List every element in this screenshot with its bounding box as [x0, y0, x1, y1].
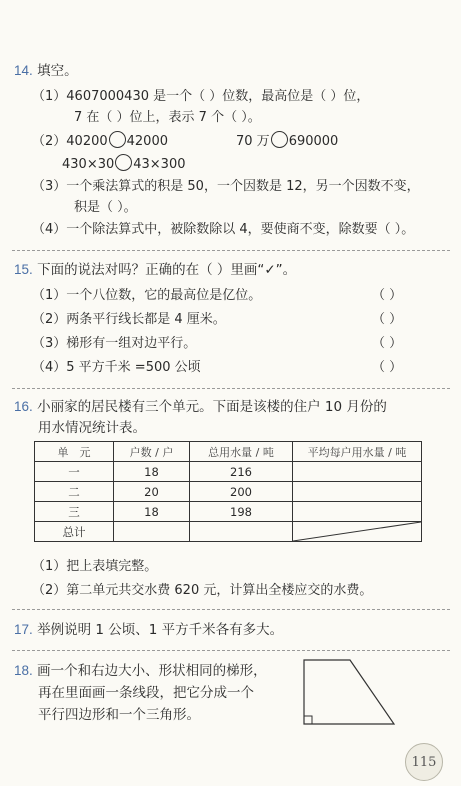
question-text-line2: 再在里面画一条线段，把它分成一个 — [38, 685, 254, 701]
compare-left: 430×30 — [62, 157, 115, 172]
q14-part2-label: （2） — [32, 134, 67, 149]
question-14-header — [14, 62, 78, 80]
table-cell-input[interactable] — [114, 522, 190, 542]
table-cell-input[interactable] — [190, 522, 293, 542]
q14-part4: （4）一个除法算式中，被除数除以 4，要使商不变，除数要（ ）。 — [32, 222, 415, 237]
table-cell-input[interactable] — [293, 482, 422, 502]
question-title-cont: 用水情况统计表。 — [38, 420, 146, 436]
table-header: 单 元 — [35, 442, 114, 462]
table-cell: 三 — [35, 502, 114, 522]
table-cell-input[interactable] — [293, 462, 422, 482]
answer-bracket[interactable]: （ ） — [372, 360, 403, 375]
question-17-header — [14, 621, 283, 639]
compare-left: 40200 — [66, 134, 108, 149]
table-row — [35, 482, 422, 502]
question-18-header — [14, 662, 267, 680]
answer-bracket[interactable]: （ ） — [372, 336, 403, 351]
q14-part3-line1: （3）一个乘法算式的积是 50，一个因数是 12，另一个因数不变， — [32, 179, 420, 194]
table-cell-input[interactable] — [293, 502, 422, 522]
q14-part3-line2: 积是（ ）。 — [74, 200, 137, 215]
table-header: 平均每户用水量 / 吨 — [293, 442, 422, 462]
q16-sub1: （1）把上表填完整。 — [32, 559, 158, 574]
table-cell: 18 — [114, 462, 190, 482]
question-text: 画一个和右边大小、形状相同的梯形， — [37, 663, 267, 679]
compare-right: 690000 — [288, 134, 339, 149]
q14-part2-row2 — [62, 154, 186, 174]
diagonal-line — [293, 522, 421, 541]
question-number: 17. — [14, 622, 33, 637]
answer-bracket[interactable]: （ ） — [372, 312, 403, 327]
divider — [12, 609, 450, 610]
question-text-line3: 平行四边形和一个三角形。 — [38, 707, 200, 723]
table-cell-diagonal — [293, 522, 422, 542]
q14-part2-row1b — [236, 131, 338, 151]
table-cell: 198 — [190, 502, 293, 522]
q16-sub2: （2）第二单元共交水费 620 元，计算出全楼应交的水费。 — [32, 583, 373, 598]
q15-item-3: （3）梯形有一组对边平行。 — [32, 336, 197, 351]
compare-left: 70 万 — [236, 134, 270, 149]
compare-circle[interactable] — [115, 154, 132, 171]
table-row — [35, 522, 422, 542]
water-usage-table — [34, 441, 422, 542]
q14-part1-line2: 7 在（ ）位上，表示 7 个（ ）。 — [74, 110, 261, 125]
question-title: 填空。 — [37, 63, 78, 79]
q15-item-1: （1）一个八位数，它的最高位是亿位。 — [32, 288, 262, 303]
answer-bracket[interactable]: （ ） — [372, 288, 403, 303]
compare-circle[interactable] — [271, 131, 288, 148]
q15-item-2: （2）两条平行线长都是 4 厘米。 — [32, 312, 226, 327]
q14-part2-row1 — [32, 131, 168, 151]
divider — [12, 650, 450, 651]
question-title: 下面的说法对吗？正确的在（ ）里画“✓”。 — [37, 262, 297, 278]
table-header: 总用水量 / 吨 — [190, 442, 293, 462]
question-number: 18. — [14, 663, 33, 678]
table-cell: 20 — [114, 482, 190, 502]
page-number: 115 — [405, 743, 443, 781]
compare-circle[interactable] — [109, 131, 126, 148]
table-cell: 二 — [35, 482, 114, 502]
question-number: 16. — [14, 399, 33, 414]
table-cell: 总计 — [35, 522, 114, 542]
table-header-row — [35, 442, 422, 462]
question-text: 举例说明 1 公顷、1 平方千米各有多大。 — [37, 622, 284, 638]
question-16-header — [14, 398, 387, 416]
divider — [12, 388, 450, 389]
table-cell: 200 — [190, 482, 293, 502]
table-header: 户数 / 户 — [114, 442, 190, 462]
table-row — [35, 462, 422, 482]
q14-part1-line1: （1）4607000430 是一个（ ）位数，最高位是（ ）位， — [32, 89, 370, 104]
compare-right: 42000 — [126, 134, 168, 149]
q15-item-4: （4）5 平方千米 =500 公顷 — [32, 360, 201, 375]
table-cell: 一 — [35, 462, 114, 482]
trapezoid-figure — [296, 656, 400, 728]
divider — [12, 250, 450, 251]
question-number: 15. — [14, 262, 33, 277]
table-row — [35, 502, 422, 522]
question-title: 小丽家的居民楼有三个单元。下面是该楼的住户 10 月份的 — [37, 399, 387, 415]
question-15-header — [14, 261, 296, 279]
compare-right: 43×300 — [133, 157, 186, 172]
table-cell: 216 — [190, 462, 293, 482]
question-number: 14. — [14, 63, 33, 78]
table-cell: 18 — [114, 502, 190, 522]
